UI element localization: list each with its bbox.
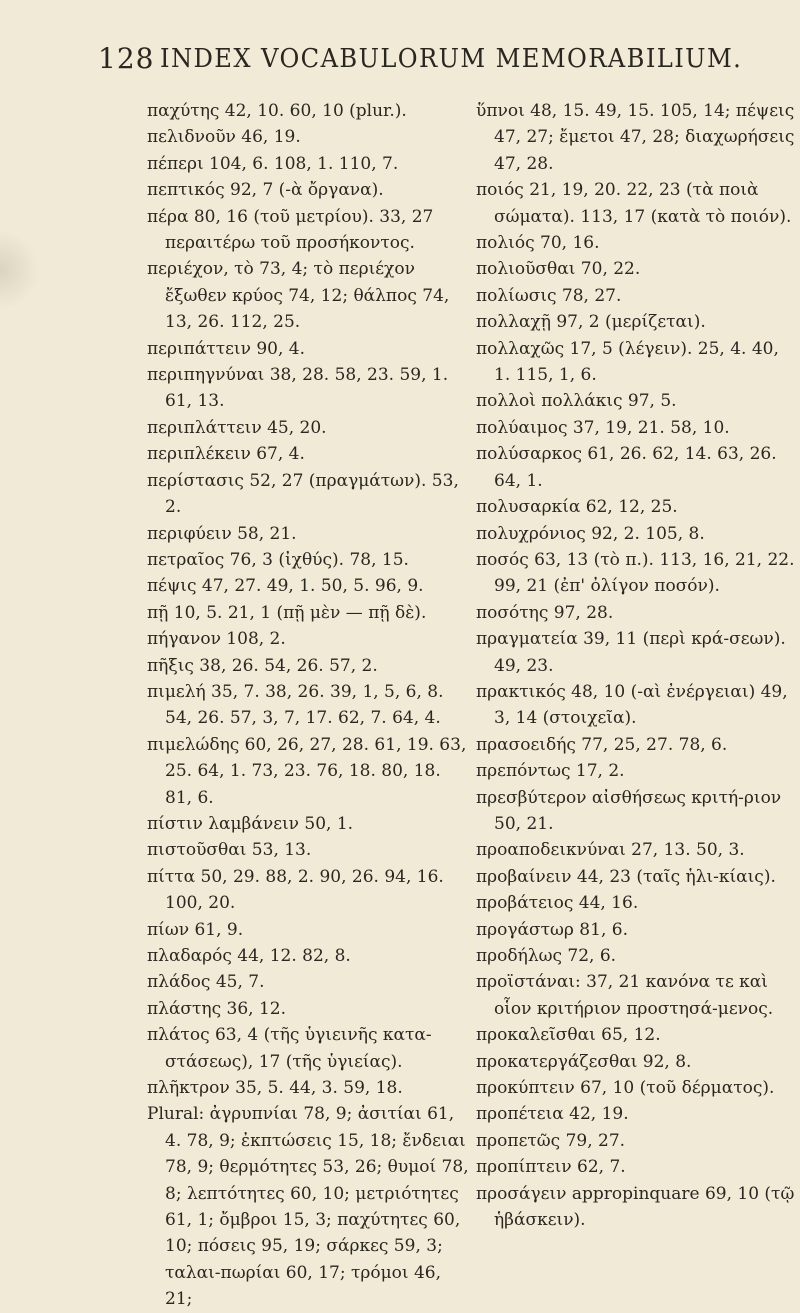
index-entry: πολυχρόνιος 92, 2. 105, 8. bbox=[476, 523, 705, 544]
index-entry: περιπάττειν 90, 4. bbox=[147, 338, 305, 359]
index-entry: πολλαχῇ 97, 2 (μερίζεται). bbox=[476, 312, 706, 333]
index-entry: ὕπνοι 48, 15. 49, 15. 105, 14; πέψεις 47, 27; ἔμετοι 47, 28; διαχωρήσεις 47, 28. bbox=[476, 101, 795, 174]
index-entry: πολύσαρκος 61, 26. 62, 14. 63, 26. 64, 1. bbox=[476, 444, 777, 491]
index-entry: πίων 61, 9. bbox=[147, 919, 244, 940]
index-entry: πλάστης 36, 12. bbox=[147, 998, 287, 1019]
index-entry: περίστασις 52, 27 (πραγμάτων). 53, 2. bbox=[147, 470, 459, 518]
index-entry: πολλοὶ πολλάκις 97, 5. bbox=[476, 391, 677, 412]
index-entry: προκαλεῖσθαι 65, 12. bbox=[476, 1025, 661, 1046]
index-entry: προγάστωρ 81, 6. bbox=[476, 919, 628, 940]
index-entry: περιπηγνύναι 38, 28. 58, 23. 59, 1. 61, 13. bbox=[147, 365, 449, 412]
index-entry: Plural: ἀγρυπνίαι 78, 9; ἀσιτίαι 61, 4. 78, 9; ἐκπτώσεις 15, 18; ἔνδειαι 78, 9; θερμότητες 53, 26; θυμοί 78, 8; λεπτότητες 60, 10; μετριότητες 61, 1; ὄμβροι 15, 3; παχύτητες 60, 10; πόσεις 95, 19; σάρκες 59, 3; ταλαι-πωρίαι 60, 17; τρόμοι 46, 21; bbox=[147, 1104, 469, 1310]
index-entry: περιφύειν 58, 21. bbox=[147, 523, 297, 544]
index-entry: προπετῶς 79, 27. bbox=[476, 1130, 626, 1151]
index-entry: πέπερι 104, 6. 108, 1. 110, 7. bbox=[147, 153, 399, 174]
index-entry: πῆξις 38, 26. 54, 26. 57, 2. bbox=[147, 655, 378, 676]
index-entry: πρεσβύτερον αἰσθήσεως κριτή-ριον 50, 21. bbox=[476, 787, 782, 834]
index-entry: παχύτης 42, 10. 60, 10 (plur.). bbox=[147, 101, 407, 121]
index-entry: προαποδεικνύναι 27, 13. 50, 3. bbox=[476, 840, 745, 861]
index-entry: πίττα 50, 29. 88, 2. 90, 26. 94, 16. 100, 20. bbox=[147, 866, 444, 914]
index-entry: πεπτικός 92, 7 (-ὰ ὄργανα). bbox=[147, 180, 384, 201]
index-entry: προβάτειος 44, 16. bbox=[476, 893, 639, 914]
index-entry: πλάτος 63, 4 (τῆς ὑγιεινῆς κατα-στάσεως), 17 (τῆς ὑγιείας). bbox=[147, 1025, 432, 1072]
index-entry: προδήλως 72, 6. bbox=[476, 946, 617, 966]
page-edge-shadow bbox=[0, 230, 40, 310]
index-entry: ποιός 21, 19, 20. 22, 23 (τὰ ποιὰ σώματα). 113, 17 (κατὰ τὸ ποιόν). bbox=[476, 180, 792, 227]
index-entry: περιέχον, τὸ 73, 4; τὸ περιέχον ἔξωθεν κρύος 74, 12; θάλπος 74, 13, 26. 112, 25. bbox=[147, 259, 450, 333]
index-entry: περιπλέκειν 67, 4. bbox=[147, 444, 305, 465]
index-entry: προβαίνειν 44, 23 (ταῖς ἡλι-κίαις). bbox=[476, 866, 776, 887]
index-entry: πραγματεία 39, 11 (περὶ κρά-σεων). 49, 23. bbox=[476, 629, 786, 676]
index-entry: πήγανον 108, 2. bbox=[147, 629, 286, 650]
index-entry: ποσότης 97, 28. bbox=[476, 602, 614, 623]
index-entry: πέψις 47, 27. 49, 1. 50, 5. 96, 9. bbox=[147, 576, 424, 597]
index-entry: πολλαχῶς 17, 5 (λέγειν). 25, 4. 40, 1. 115, 1, 6. bbox=[476, 338, 779, 386]
index-entry: πολυσαρκία 62, 12, 25. bbox=[476, 497, 678, 518]
index-entry: πολίωσις 78, 27. bbox=[476, 285, 622, 306]
index-entry: πίστιν λαμβάνειν 50, 1. bbox=[147, 813, 354, 834]
page-header bbox=[0, 40, 800, 80]
right-column bbox=[476, 98, 798, 1233]
index-entry: προϊστάναι: 37, 21 κανόνα τε καὶ οἷον κριτήριον προστησά-μενος. bbox=[476, 972, 774, 1019]
index-entry: πιμελώδης 60, 26, 27, 28. 61, 19. 63, 25. 64, 1. 73, 23. 76, 18. 80, 18. 81, 6. bbox=[147, 734, 467, 808]
index-entry: πιστοῦσθαι 53, 13. bbox=[147, 840, 312, 861]
index-entry: προπίπτειν 62, 7. bbox=[476, 1157, 626, 1178]
index-entry: προπέτεια 42, 19. bbox=[476, 1104, 629, 1125]
index-entry: προκύπτειν 67, 10 (τοῦ δέρματος). bbox=[476, 1078, 775, 1099]
index-entry: πρακτικός 48, 10 (-αὶ ἐνέργειαι) 49, 3, 14 (στοιχεῖα). bbox=[476, 681, 788, 729]
index-entry: πλῆκτρον 35, 5. 44, 3. 59, 18. bbox=[147, 1078, 403, 1099]
index-entry: προκατεργάζεσθαι 92, 8. bbox=[476, 1051, 692, 1072]
index-entry: πλαδαρός 44, 12. 82, 8. bbox=[147, 946, 351, 966]
index-entry: πελιδνοῦν 46, 19. bbox=[147, 127, 301, 148]
index-entry: πολιός 70, 16. bbox=[476, 233, 600, 254]
index-entry: περιπλάττειν 45, 20. bbox=[147, 417, 327, 438]
index-entry: πῇ 10, 5. 21, 1 (πῇ μὲν — πῇ δὲ). bbox=[147, 602, 427, 623]
page-number: 128 bbox=[98, 42, 155, 75]
index-entry: πιμελή 35, 7. 38, 26. 39, 1, 5, 6, 8. 54, 26. 57, 3, 7, 17. 62, 7. 64, 4. bbox=[147, 681, 444, 729]
index-entry: πρασοειδής 77, 25, 27. 78, 6. bbox=[476, 734, 728, 755]
index-entry: πολύαιμος 37, 19, 21. 58, 10. bbox=[476, 417, 730, 438]
index-entry: πολιοῦσθαι 70, 22. bbox=[476, 259, 641, 280]
index-entry: πέρα 80, 16 (τοῦ μετρίου). 33, 27 περαιτέρω τοῦ προσήκοντος. bbox=[147, 206, 434, 254]
index-entry: προσάγειν appropinquare 69, 10 (τῷ ἡβάσκειν). bbox=[476, 1183, 795, 1231]
index-entry: πλάδος 45, 7. bbox=[147, 972, 265, 993]
left-column bbox=[147, 98, 469, 1313]
index-entry: ποσός 63, 13 (τὸ π.). 113, 16, 21, 22. 99, 21 (ἐπ' ὀλίγον ποσόν). bbox=[476, 549, 795, 597]
index-entry: πετραῖος 76, 3 (ἰχθύς). 78, 15. bbox=[147, 549, 409, 570]
index-entry: πρεπόντως 17, 2. bbox=[476, 761, 625, 782]
running-head: INDEX VOCABULORUM MEMORABILIUM. bbox=[160, 44, 743, 74]
